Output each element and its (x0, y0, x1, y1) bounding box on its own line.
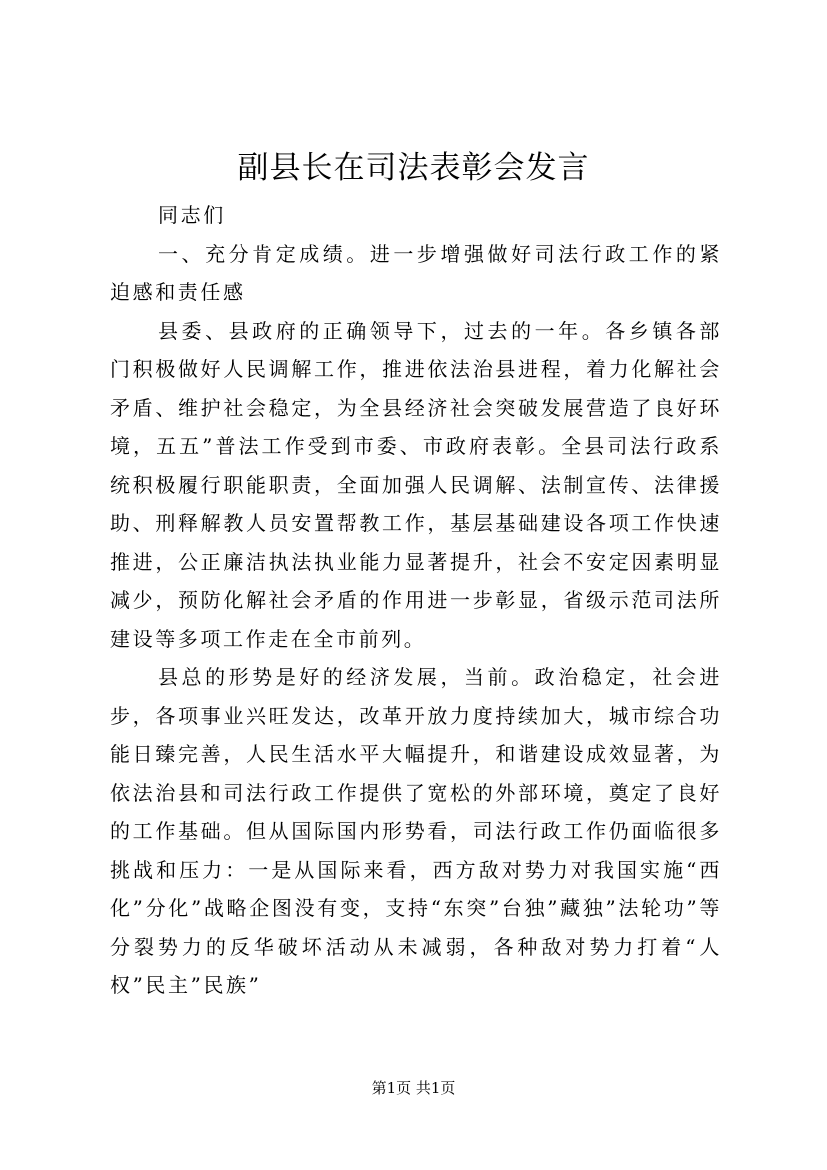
body-paragraph: 县委、县政府的正确领导下，过去的一年。各乡镇各部门积极做好人民调解工作，推进依法治县进程，着力化解社会矛盾、维护社会稳定，为全县经济社会突破发展营造了良好环境，五五”普法工作受到市委、市政府表彰。全县司法行政系统积极履行职能职责，全面加强人民调解、法制宣传、法律援助、刑释解教人员安置帮教工作，基层基础建设各项工作快速推进，公正廉洁执法执业能力显著提升，社会不安定因素明显减少，预防化解社会矛盾的作用进一步彰显，省级示范司法所建设等多项工作走在全市前列。 (110, 318, 722, 651)
section-heading-paragraph: 一、充分肯定成绩。进一步增强做好司法行政工作的紧迫感和责任感 (110, 241, 722, 304)
document-body (110, 196, 722, 1005)
salutation-paragraph: 同志们 (158, 203, 226, 227)
page-footer: 第1页 共1页 (371, 1079, 456, 1097)
body-paragraph: 县总的形势是好的经济发展，当前。政治稳定，社会进步，各项事业兴旺发达，改革开放力度持续加大，城市综合功能日臻完善，人民生活水平大幅提升，和谐建设成效显著，为依法治县和司法行政工作提供了宽松的外部环境，奠定了良好的工作基础。但从国际国内形势看，司法行政工作仍面临很多挑战和压力：一是从国际来看，西方敌对势力对我国实施“西化”分化”战略企图没有变，支持“东突”台独”藏独”法轮功”等分裂势力的反华破坏活动从未减弱，各种敌对势力打着“人权”民主”民族” (110, 665, 722, 997)
document-title: 副县长在司法表彰会发言 (237, 150, 590, 186)
